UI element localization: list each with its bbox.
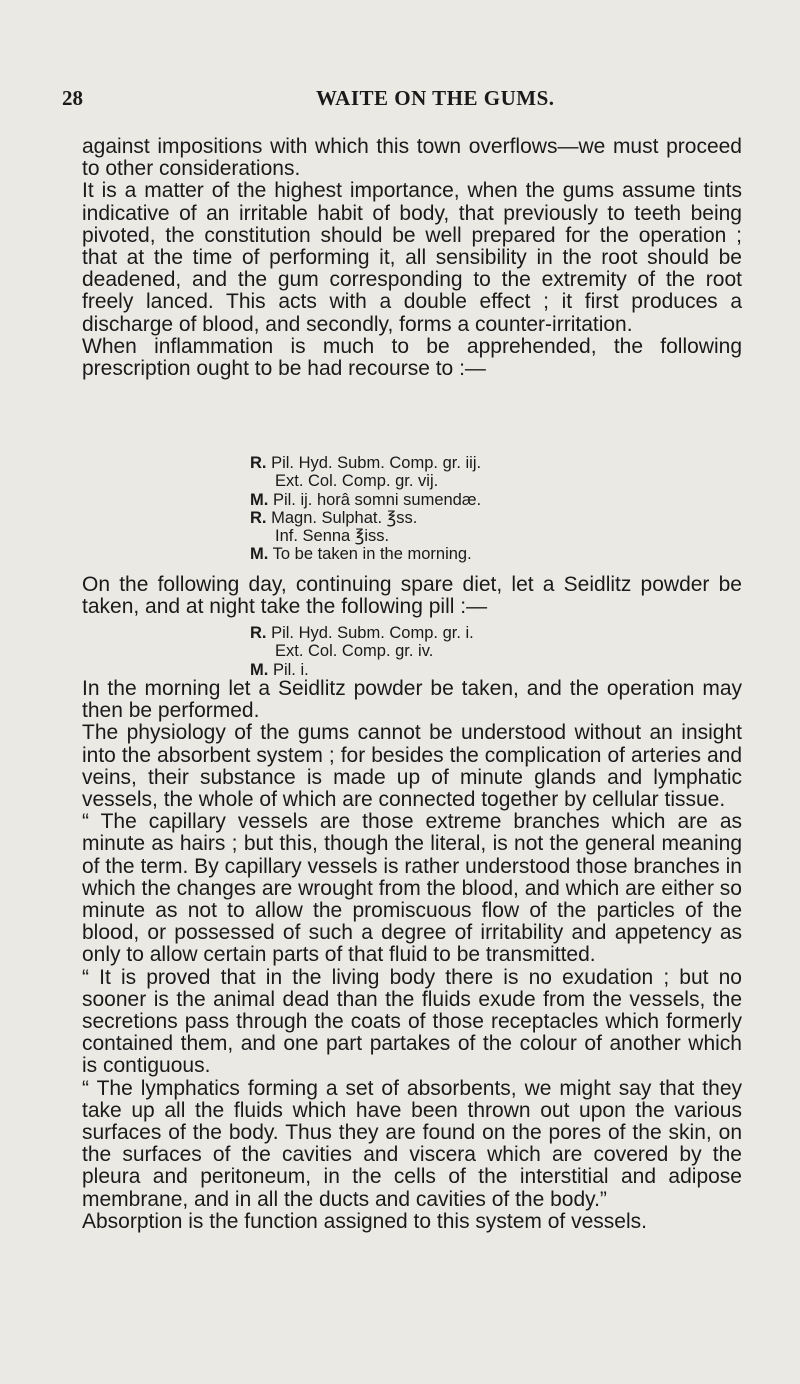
prescription-1 [250,454,481,564]
paragraph: against impositions with which this town overflows—we must proceed to other considerations. [82,135,742,181]
prescription-line: Ext. Col. Comp. gr. vij. [275,472,439,491]
prescription-line: M. Pil. ij. horâ somni sumendæ. [250,490,482,509]
prescription-line: Inf. Senna ℥iss. [275,527,390,546]
paragraph: When inflammation is much to be apprehended, the following prescription ought to be had recourse to :— [82,334,742,381]
page-number: 28 [62,86,83,110]
prescription-line: R. Magn. Sulphat. ℥ss. [250,508,418,527]
paragraph: The physiology of the gums cannot be understood without an insight into the absorbent system ; for besides the complication of arteries and veins, their substance is made up of minute glands and lymphatic vessels, the whole of which are connected together by cellular tissue. [82,721,742,812]
running-title: WAITE ON THE GUMS. [316,86,555,110]
text-block-middle [82,574,742,618]
text-block-intro [82,136,742,380]
paragraph: In the morning let a Seidlitz powder be taken, and the operation may then be performed. [82,677,742,723]
paragraph: It is a matter of the highest importance, when the gums assume tints indicative of an irritable habit of body, that previously to teeth being pivoted, the constitution should be well prepared for the operation ; that at the time of performing it, all sensibility in the root should be deadened, and the gum corresponding to the extremity of the root freely lanced. This acts with a double effect ; it first produces a discharge of blood, and secondly, forms a counter-irritation. [82,179,742,336]
prescription-line: R. Pil. Hyd. Subm. Comp. gr. i. [250,624,474,642]
paragraph: “ The capillary vessels are those extreme branches which are as minute as hairs ; but this, though the literal, is not the general meaning of the term. By capillary vessels is rather understood those branches in which the changes are wrought from the blood, and which are either so minute as not to allow the promiscuous flow of the particles of the blood, or possessed of such a degree of irritability and appetency as only to allow certain parts of that fluid to be transmitted. [82,810,742,967]
page-header [62,86,742,110]
prescription-line: R. Pil. Hyd. Subm. Comp. gr. iij. [250,454,482,472]
paragraph: “ The lymphatics forming a set of absorbents, we might say that they take up all the fluids which have been thrown out upon the various surfaces of the body. Thus they are found on the pores of the skin, on the surfaces of the cavities and viscera which are covered by the pleura and peritoneum, in the cells of the interstitial and adipose membrane, and in all the ducts and cavities of the body.” [82,1076,742,1211]
prescription-line: M. To be taken in the morning. [250,545,472,564]
paragraph: Absorption is the function assigned to this system of vessels. [82,1209,647,1233]
prescription-line: Ext. Col. Comp. gr. iv. [275,642,434,661]
text-block-main [82,678,742,1233]
prescription-2 [250,624,474,679]
paragraph: “ It is proved that in the living body there is no exudation ; but no sooner is the animal dead than the fluids exude from the vessels, the secretions pass through the coats of those receptacles which formerly contained them, and one part partakes of the colour of another which is contiguous. [82,965,742,1078]
paragraph: On the following day, continuing spare diet, let a Seidlitz powder be taken, and at night take the following pill :— [82,573,742,619]
prescription-line: M. Pil. i. [250,660,309,679]
